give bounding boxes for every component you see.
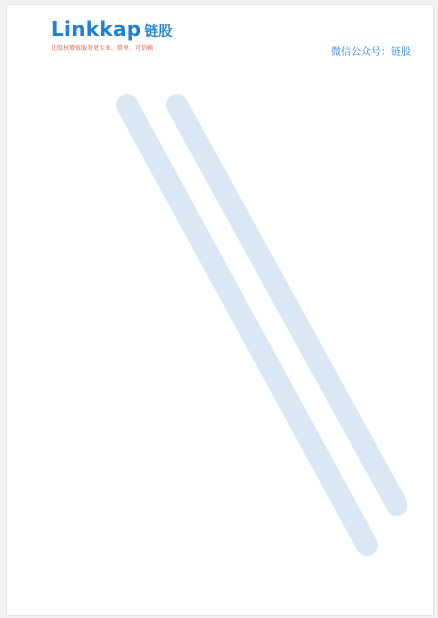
logo-wordmark: Linkkap (51, 17, 142, 41)
wechat-account: 微信公众号：链股 (331, 47, 411, 58)
table-of-contents (7, 5, 433, 615)
document-page (6, 4, 434, 616)
logo-chinese: 链股 (144, 24, 173, 40)
logo-tagline: 让股权增值服务更专业、简单、可信赖 (51, 45, 154, 52)
